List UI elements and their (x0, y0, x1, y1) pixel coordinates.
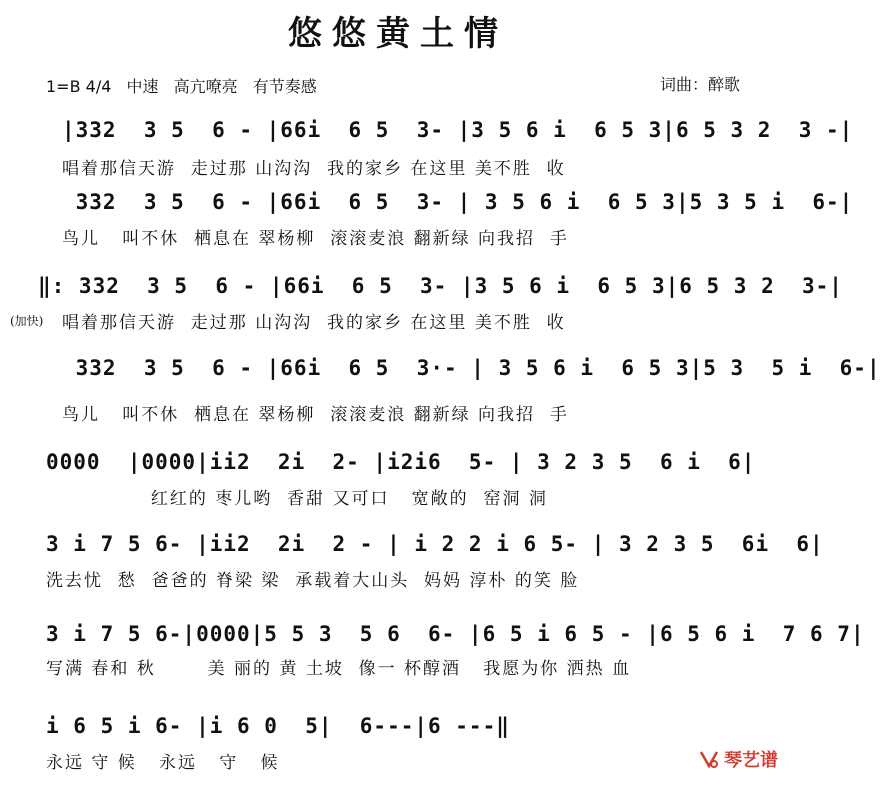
lyrics: 唱着那信天游 走过那 山沟沟 我的家乡 在这里 美不胜 收 (62, 313, 566, 333)
key-meter: 1=B 4/4 (46, 77, 112, 96)
lyrics: 洗去忧 愁 爸爸的 脊梁 梁 承载着大山头 妈妈 淳朴 的笑 脸 (46, 571, 580, 591)
logo-icon (698, 748, 720, 770)
notes: 0000 |0000|ii2 2i 2- |i2i6 5- | 3 2 3 5 6 i 6| (46, 450, 756, 474)
song-info (46, 74, 327, 97)
lyrics: 永远 守 候 永远 守 候 (46, 753, 280, 773)
lyrics: 写满 春和 秋 美 丽的 黄 土坡 像一 杯醇酒 我愿为你 洒热 血 (46, 659, 632, 679)
logo-text: 琴艺谱 (724, 750, 778, 771)
lyrics: 红红的 枣儿哟 香甜 又可口 宽敞的 窑洞 洞 (62, 489, 548, 509)
style-1: 高亢嘹亮 (173, 77, 238, 96)
notes: 332 3 5 6 - |66i 6 5 3·- | 3 5 6 i 6 5 3|5 3 5 i 6-| (62, 356, 881, 380)
notes: 3 i 7 5 6-|0000|5 5 3 5 6 6- |6 5 i 6 5 - |6 5 6 i 7 6 7| (46, 622, 865, 646)
lyrics: 鸟儿 叫不休 栖息在 翠杨柳 滚滚麦浪 翻新绿 向我招 手 (62, 229, 569, 249)
notes: i 6 5 i 6- |i 6 0 5| 6---|6 ---‖ (46, 714, 510, 738)
notes: ‖: 332 3 5 6 - |66i 6 5 3- |3 5 6 i 6 5 3|6 5 3 2 3-| (38, 274, 843, 298)
credit: 词曲：醉歌 (660, 75, 741, 94)
lyrics: 鸟儿 叫不休 栖息在 翠杨柳 滚滚麦浪 翻新绿 向我招 手 (62, 405, 569, 425)
style-2: 有节奏感 (252, 77, 317, 96)
notes: |332 3 5 6 - |66i 6 5 3- |3 5 6 i 6 5 3|6 5 3 2 3 -| (62, 118, 854, 142)
notes: 332 3 5 6 - |66i 6 5 3- | 3 5 6 i 6 5 3|5 3 5 i 6-| (62, 190, 854, 214)
site-logo (698, 746, 778, 772)
lyrics: 唱着那信天游 走过那 山沟沟 我的家乡 在这里 美不胜 收 (62, 159, 566, 179)
tempo: 中速 (126, 77, 159, 96)
tempo-marker: (加快) (10, 314, 44, 328)
notes: 3 i 7 5 6- |ii2 2i 2 - | i 2 2 i 6 5- | 3 2 3 5 6i 6| (46, 532, 824, 556)
song-title: 悠悠黄土情 (288, 14, 508, 54)
